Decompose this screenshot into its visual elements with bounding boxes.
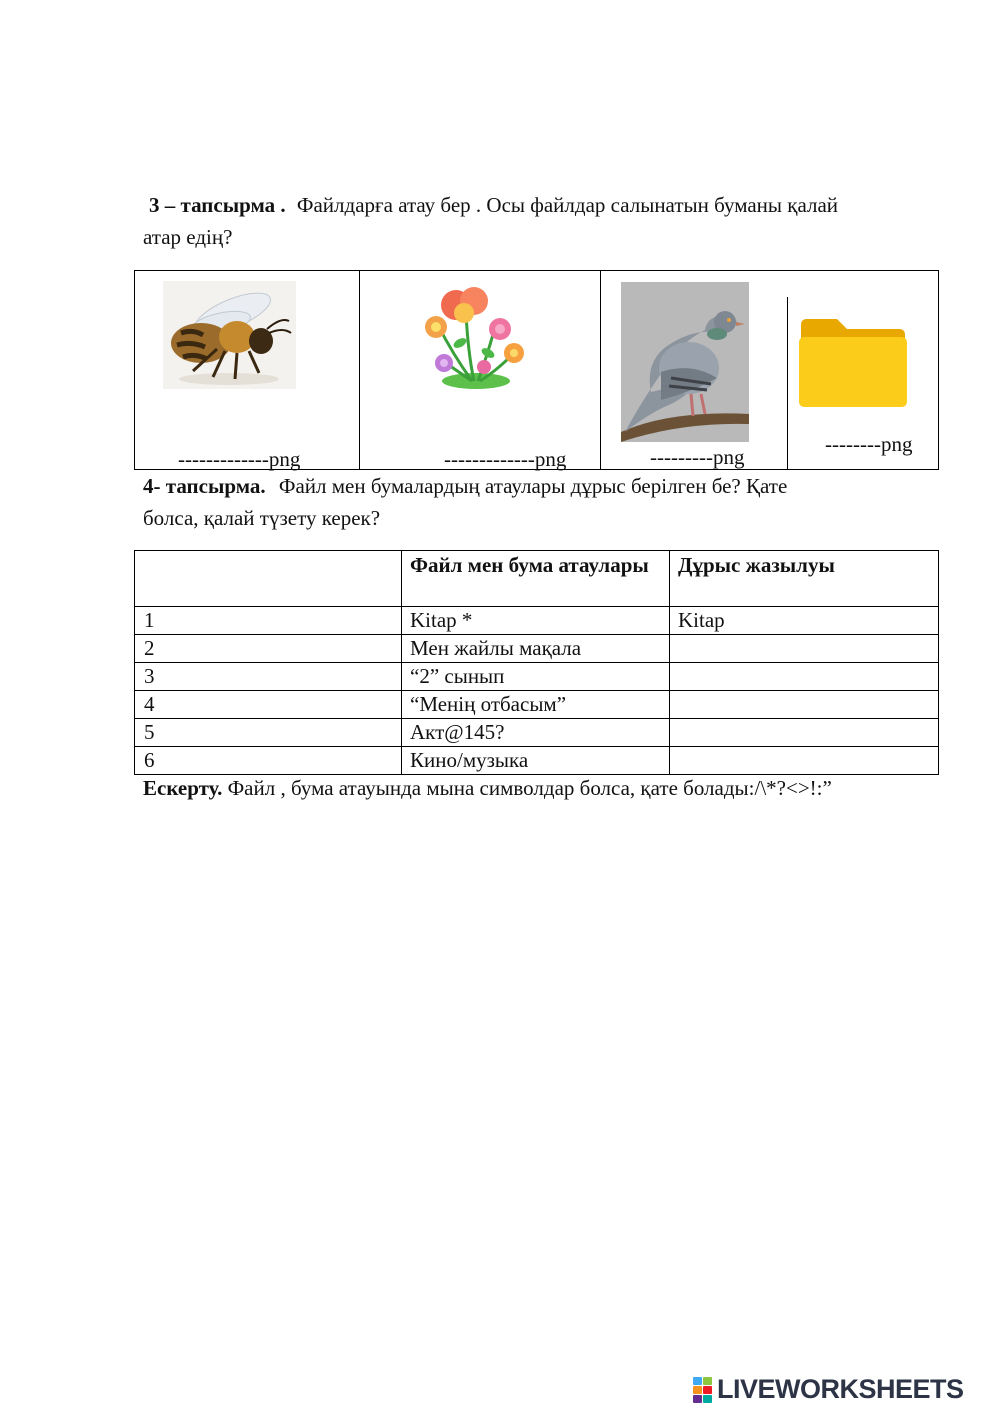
row-number: 3 [135,663,402,691]
flowers-image [416,283,531,391]
logo-block [693,1395,702,1403]
table-row [135,635,939,663]
task4-text-line2: болса, қалай түзету керек? [143,506,381,530]
image-cell-flowers [360,271,601,470]
logo-block [703,1386,712,1394]
logo-mark-icon [693,1377,713,1403]
row-name: “Менің отбасым” [402,691,670,719]
task4-heading [143,471,787,501]
caption-folder: --------png [825,432,913,456]
note [143,773,832,803]
logo-block [693,1377,702,1385]
table-row [135,747,939,775]
row-name: “2” сынып [402,663,670,691]
table-row [135,607,939,635]
logo-block [693,1386,702,1394]
task3-text-line1: Файлдарға атау бер . Осы файлдар салынатын буманы қалай [296,193,839,217]
logo-block [703,1395,712,1403]
note-label: Ескерту. [143,776,223,800]
liveworksheets-logo [693,1374,964,1405]
row-number: 6 [135,747,402,775]
caption-bee: -------------png [178,447,301,471]
row-name: Акт@145? [402,719,670,747]
row-number: 5 [135,719,402,747]
row-number: 1 [135,607,402,635]
bee-image [163,281,296,389]
image-cell-pigeon [601,271,788,470]
table-row [135,691,939,719]
image-table [134,270,939,470]
caption-pigeon: ---------png [650,445,745,469]
row-correct[interactable]: Kitap [670,607,939,635]
row-number: 2 [135,635,402,663]
row-name: Кино/музыка [402,747,670,775]
row-name: Мен жайлы мақала [402,635,670,663]
task4-text-line1: Файл мен бумалардың атаулары дұрыс берілген бе? Қате [278,474,788,498]
row-correct[interactable] [670,747,939,775]
file-names-table [134,550,939,775]
header-number [135,551,402,607]
task3-text-line2: атар едің? [143,225,233,249]
folder-icon [797,317,909,409]
task4-label: 4- тапсырма. [143,474,266,498]
logo-block [703,1377,712,1385]
table-row [135,663,939,691]
table-row [135,719,939,747]
row-number: 4 [135,691,402,719]
pigeon-image [621,282,749,442]
image-cell-folder [788,271,939,470]
row-correct[interactable] [670,635,939,663]
row-name: Kitap * [402,607,670,635]
header-names: Файл мен бума атаулары [402,551,670,607]
note-text: Файл , бума атауында мына символдар болса, қате болады:/\*?<>!:” [227,776,832,800]
task3-heading [149,190,838,220]
caption-flowers: -------------png [444,447,567,471]
row-correct[interactable] [670,691,939,719]
image-cell-bee [135,271,360,470]
row-correct[interactable] [670,719,939,747]
task3-label: 3 – тапсырма . [149,193,286,217]
logo-text: LIVEWORKSHEETS [717,1374,964,1404]
row-correct[interactable] [670,663,939,691]
header-correct: Дұрыс жазылуы [670,551,939,607]
table-header-row [135,551,939,607]
